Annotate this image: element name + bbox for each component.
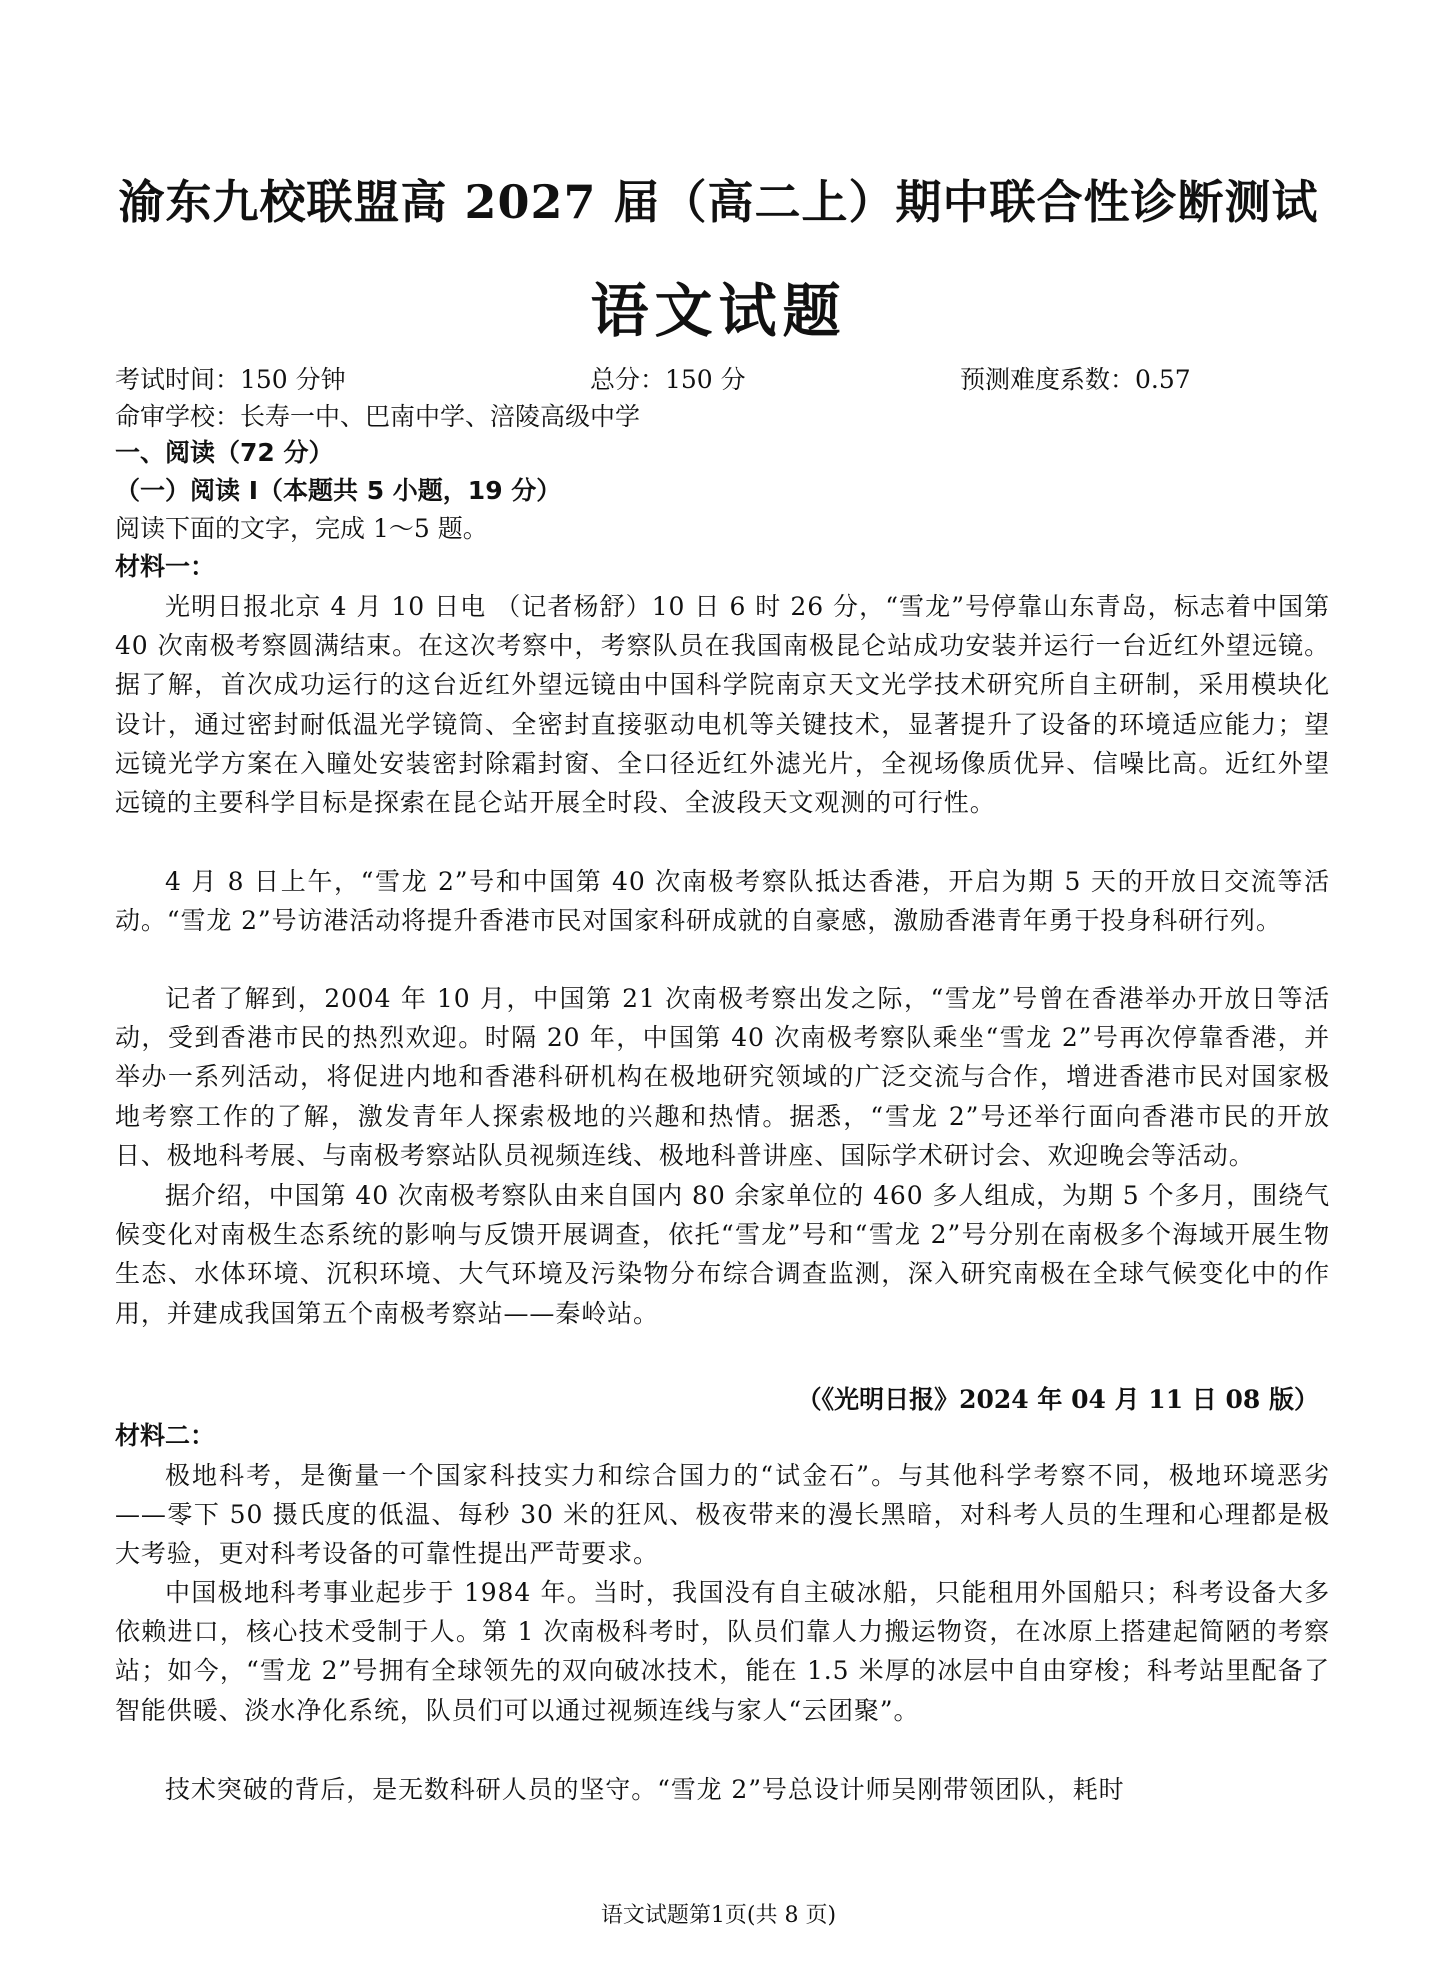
total-score: 总分：150 分 <box>590 365 746 394</box>
setting-schools: 命审学校：长寿一中、巴南中学、涪陵高级中学 <box>115 402 641 431</box>
section-sub-title: （一）阅读 I（本题共 5 小题，19 分） <box>115 476 562 505</box>
material2-paragraph: 中国极地科考事业起步于 1984 年。当时，我国没有自主破冰船，只能租用外国船只；科考设备大多依赖进口，核心技术受制于人。第 1 次南极科考时，队员们靠人力搬运物资，在冰原上搭建起简陋的考察站；如今，“雪龙 2”号拥有全球领先的双向破冰技术，能在 1.5 米厚的冰层中自由穿梭；科考站里配备了智能供暖、淡水净化系统，队员们可以通过视频连线与家人“云团聚”。 <box>115 1578 1330 1725</box>
difficulty-coefficient: 预测难度系数：0.57 <box>960 365 1191 394</box>
exam-time: 考试时间：150 分钟 <box>115 365 346 394</box>
material1-paragraph: 4 月 8 日上午，“雪龙 2”号和中国第 40 次南极考察队抵达香港，开启为期 5 天的开放日交流等活动。“雪龙 2”号访港活动将提升香港市民对国家科研成就的自豪感，激励香港青年勇于投身科研行列。 <box>115 867 1330 936</box>
material1-source: （《光明日报》2024 年 04 月 11 日 08 版） <box>796 1385 1319 1414</box>
material2-paragraph: 技术突破的背后，是无数科研人员的坚守。“雪龙 2”号总设计师吴刚带领团队，耗时 <box>165 1775 1125 1804</box>
material1-paragraph: 记者了解到，2004 年 10 月，中国第 21 次南极考察出发之际，“雪龙”号曾在香港举办开放日等活动，受到香港市民的热烈欢迎。时隔 20 年，中国第 40 次南极考察队乘坐“雪龙 2”号再次停靠香港，并举办一系列活动，将促进内地和香港科研机构在极地研究领域的广泛交流与合作，增进香港市民对国家极地考察工作的了解，激发青年人探索极地的兴趣和热情。据悉，“雪龙 2”号还举行面向香港市民的开放日、极地科考展、与南极考察站队员视频连线、极地科普讲座、国际学术研讨会、欢迎晚会等活动。 <box>115 984 1330 1170</box>
reading-instruction: 阅读下面的文字，完成 1～5 题。 <box>115 514 488 543</box>
subject-title: 语文试题 <box>590 277 847 345</box>
section-title: 一、阅读（72 分） <box>115 438 334 467</box>
exam-title: 渝东九校联盟高 2027 届（高二上）期中联合性诊断测试 <box>118 175 1319 229</box>
page-footer: 语文试题第1页(共 8 页) <box>600 1903 837 1928</box>
material1-label: 材料一： <box>115 552 216 581</box>
material2-paragraph: 极地科考，是衡量一个国家科技实力和综合国力的“试金石”。与其他科学考察不同，极地环境恶劣——零下 50 摄氏度的低温、每秒 30 米的狂风、极夜带来的漫长黑暗，对科考人员的生理和心理都是极大考验，更对科考设备的可靠性提出严苛要求。 <box>115 1461 1330 1569</box>
material2-label: 材料二： <box>115 1421 216 1450</box>
material1-paragraph: 据介绍，中国第 40 次南极考察队由来自国内 80 余家单位的 460 多人组成，为期 5 个多月，围绕气候变化对南极生态系统的影响与反馈开展调查，依托“雪龙”号和“雪龙 2”号分别在南极多个海域开展生物生态、水体环境、沉积环境、大气环境及污染物分布综合调查监测，深入研究南极在全球气候变化中的作用，并建成我国第五个南极考察站——秦岭站。 <box>115 1181 1330 1328</box>
material1-paragraph: 光明日报北京 4 月 10 日电 （记者杨舒）10 日 6 时 26 分，“雪龙”号停靠山东青岛，标志着中国第 40 次南极考察圆满结束。在这次考察中，考察队员在我国南极昆仑站成功安装并运行一台近红外望远镜。据了解，首次成功运行的这台近红外望远镜由中国科学院南京天文光学技术研究所自主研制，采用模块化设计，通过密封耐低温光学镜筒、全密封直接驱动电机等关键技术，显著提升了设备的环境适应能力；望远镜光学方案在入瞳处安装密封除霜封窗、全口径近红外滤光片，全视场像质优异、信噪比高。近红外望远镜的主要科学目标是探索在昆仑站开展全时段、全波段天文观测的可行性。 <box>115 592 1330 818</box>
